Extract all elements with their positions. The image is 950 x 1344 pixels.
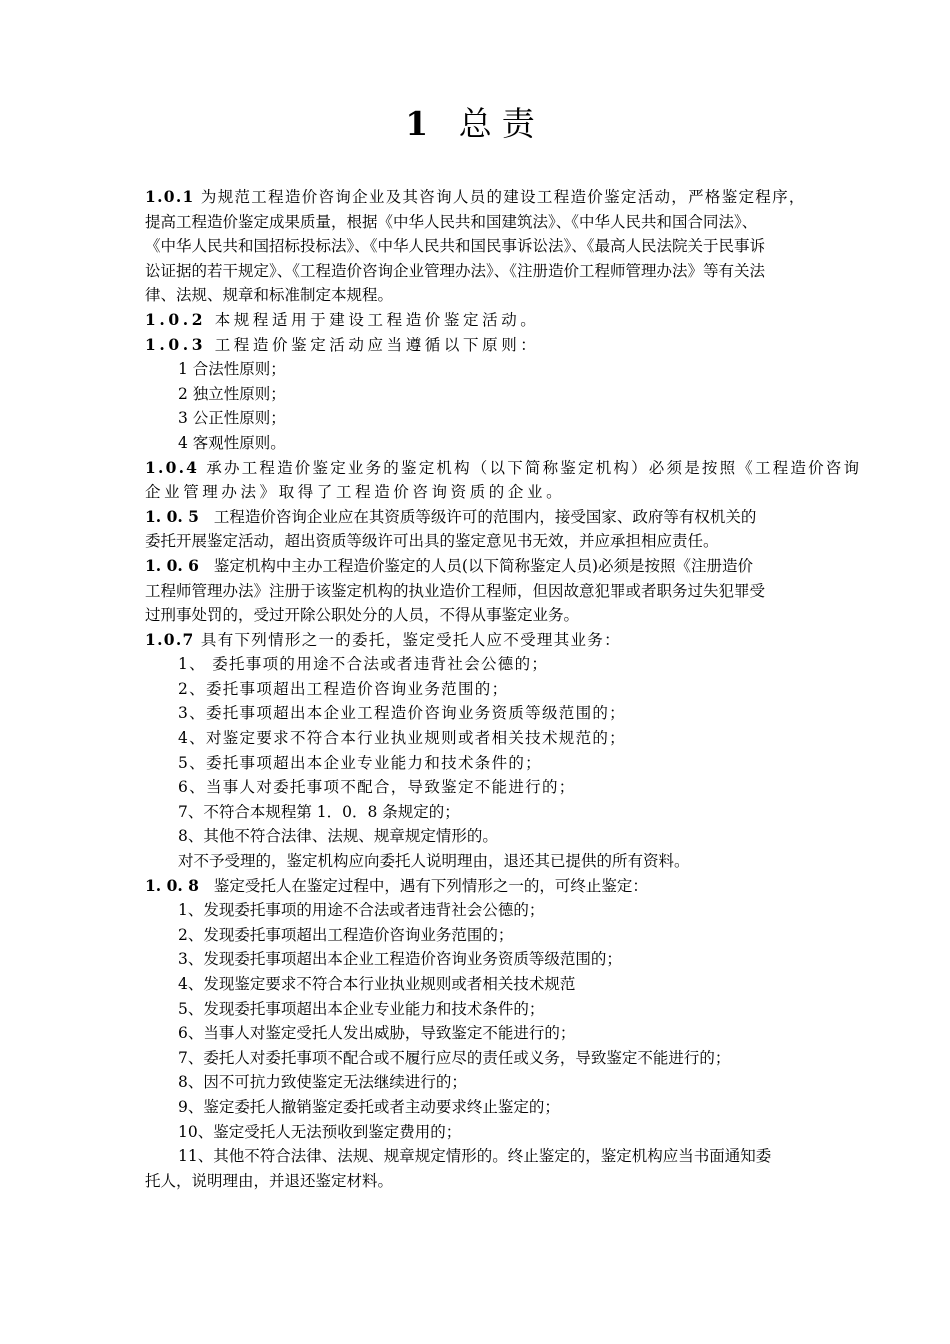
- clause-text: 鉴定受托人在鉴定过程中，遇有下列情形之一的，可终止鉴定：: [213, 876, 648, 895]
- list-item: 11、其他不符合法律、法规、规章规定情形的。终止鉴定的，鉴定机构应当书面通知委: [178, 1147, 772, 1166]
- clause-text-line: 过刑事处罚的，受过开除公职处分的人员，不得从事鉴定业务。: [145, 606, 580, 625]
- clause-1-0-4: [145, 456, 935, 481]
- chapter-title: 总责: [458, 104, 545, 143]
- list-item: 7、委托人对委托事项不配合或不履行应尽的责任或义务，导致鉴定不能进行的；: [178, 1048, 731, 1067]
- clause-number: 1. 0. 6: [145, 555, 199, 575]
- clause-text-line: 提高工程造价鉴定成果质量，根据《中华人民共和国建筑法》、《中华人民共和国合同法》、: [145, 212, 758, 231]
- clause-text-line: 托人，说明理由，并退还鉴定材料。: [145, 1171, 394, 1190]
- clause-text: 工程造价咨询企业应在其资质等级许可的范围内，接受国家、政府等有权机关的: [213, 507, 757, 526]
- list-item: 2 独立性原则；: [178, 384, 286, 403]
- clause-text: 具有下列情形之一的委托，鉴定受托人应不受理其业务：: [200, 630, 621, 649]
- list-item: 8、其他不符合法律、法规、规章规定情形的。: [178, 827, 498, 846]
- clause-number: 1. 0. 8: [145, 875, 199, 895]
- clause-number: 1. 0. 5: [145, 506, 199, 526]
- clause-text-line: 《中华人民共和国招标投标法》、《中华人民共和国民事诉讼法》、《最高人民法院关于民事诉: [145, 237, 766, 256]
- clause-text: 承办工程造价鉴定业务的鉴定机构（以下简称鉴定机构）必须是按照《工程造价咨询: [206, 458, 862, 477]
- list-item: 3、委托事项超出本企业工程造价咨询业务资质等级范围的；: [178, 704, 626, 723]
- chapter-number: 1: [405, 104, 439, 143]
- clause-1-0-3: [145, 333, 935, 358]
- clause-1-0-8: [145, 874, 935, 899]
- list-item: 6、当事人对鉴定受托人发出威胁，导致鉴定不能进行的；: [178, 1024, 576, 1043]
- clause-1-0-6: [145, 554, 935, 579]
- clause-number: 1.0.1: [145, 187, 195, 206]
- list-item: 7、不符合本规程第 1．0．8 条规定的；: [178, 802, 460, 821]
- clause-1-0-5: [145, 505, 935, 530]
- clause-text: 鉴定机构中主办工程造价鉴定的人员(以下简称鉴定人员)必须是按照《注册造价: [213, 556, 753, 575]
- page-title: [0, 102, 950, 146]
- clause-text-line: 律、法规、规章和标准制定本规程。: [145, 286, 394, 305]
- clause-text: 为规范工程造价咨询企业及其咨询人员的建设工程造价鉴定活动，严格鉴定程序，: [200, 188, 806, 206]
- clause-1-0-7: [145, 628, 935, 653]
- list-item: 1、 委托事项的用途不合法或者违背社会公德的；: [178, 655, 549, 674]
- list-item: 8、因不可抗力致使鉴定无法继续进行的；: [178, 1073, 467, 1092]
- clause-text-line: 工程师管理办法》注册于该鉴定机构的执业造价工程师，但因故意犯罪或者职务过失犯罪受: [145, 581, 766, 600]
- clause-1-0-2: [145, 308, 935, 333]
- list-item: 10、鉴定受托人无法预收到鉴定费用的；: [178, 1122, 462, 1141]
- clause-note: 对不予受理的，鉴定机构应向委托人说明理由，退还其已提供的所有资料。: [178, 852, 690, 871]
- clause-text-line: 企业管理办法》取得了工程造价咨询资质的企业。: [145, 483, 566, 502]
- clause-number: 1.0.7: [145, 629, 195, 649]
- list-item: 1、发现委托事项的用途不合法或者违背社会公德的；: [178, 901, 545, 920]
- list-item: 3 公正性原则；: [178, 409, 286, 428]
- list-item: 4、发现鉴定要求不符合本行业执业规则或者相关技术规范: [178, 975, 576, 993]
- list-item: 3、发现委托事项超出本企业工程造价咨询业务资质等级范围的；: [178, 950, 622, 969]
- list-item: 9、鉴定委托人撤销鉴定委托或者主动要求终止鉴定的；: [178, 1097, 560, 1116]
- clause-number: 1.0.4: [145, 457, 200, 477]
- list-item: 6、当事人对委托事项不配合，导致鉴定不能进行的；: [178, 778, 576, 797]
- list-item: 4、对鉴定要求不符合本行业执业规则或者相关技术规范的；: [178, 729, 626, 748]
- clause-text: 本规程适用于建设工程造价鉴定活动。: [214, 310, 540, 329]
- clause-1-0-1: [145, 185, 935, 210]
- list-item: 5、委托事项超出本企业专业能力和技术条件的；: [178, 753, 542, 772]
- clause-number: 1.0.2: [145, 309, 207, 329]
- clause-number: 1.0.3: [145, 334, 207, 354]
- list-item: 2、委托事项超出工程造价咨询业务范围的；: [178, 679, 509, 698]
- clause-text-line: 讼证据的若干规定》、《工程造价咨询企业管理办法》、《注册造价工程师管理办法》等有关法: [145, 261, 766, 280]
- list-item: 5、发现委托事项超出本企业专业能力和技术条件的；: [178, 999, 545, 1018]
- clause-text-line: 委托开展鉴定活动，超出资质等级许可出具的鉴定意见书无效，并应承担相应责任。: [145, 532, 719, 551]
- list-item: 4 客观性原则。: [178, 433, 286, 452]
- clause-text: 工程造价鉴定活动应当遵循以下原则：: [214, 335, 540, 354]
- list-item: 2、发现委托事项超出工程造价咨询业务范围的；: [178, 925, 514, 944]
- document-body: [145, 185, 935, 1193]
- list-item: 1 合法性原则；: [178, 360, 286, 379]
